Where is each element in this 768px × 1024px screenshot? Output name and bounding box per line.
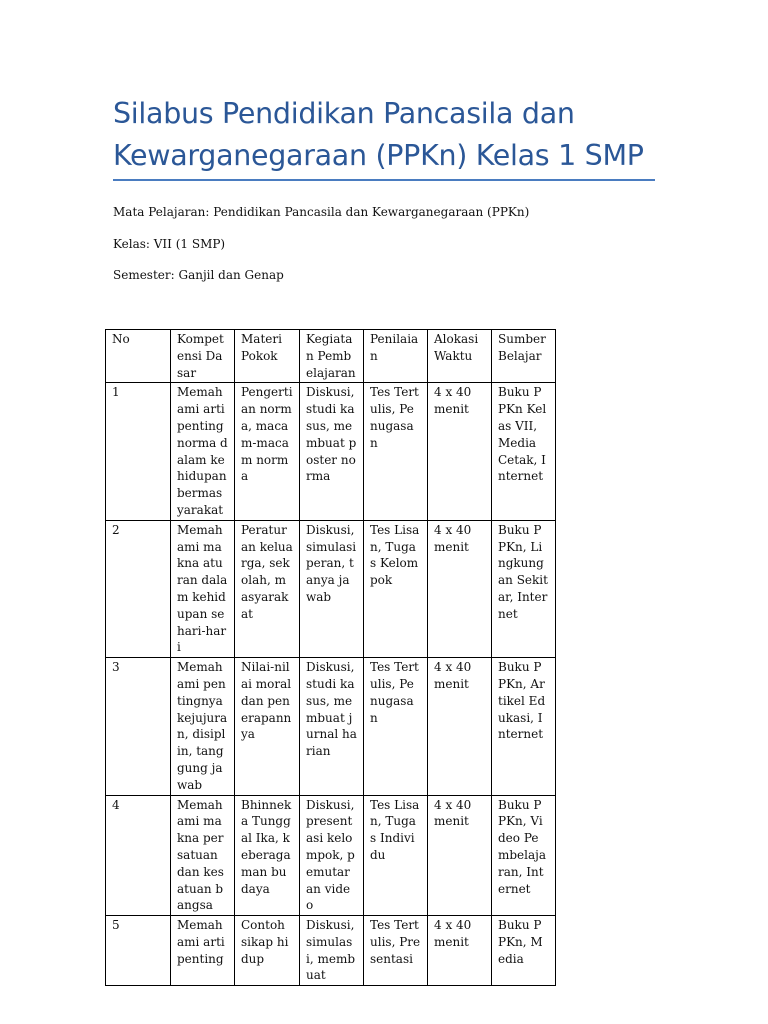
cell-materi: Bhinneka Tunggal Ika, keberagaman budaya: [235, 795, 300, 916]
class-line: Kelas: VII (1 SMP): [113, 237, 226, 251]
cell-penilaian: Tes Lisan, Tugas Individu: [364, 795, 428, 916]
cell-kompetensi: Memahami arti penting norma dalam kehidupan bermasyarakat: [171, 383, 235, 520]
cell-sumber: Buku PPKn, Lingkungan Sekitar, Internet: [492, 520, 556, 657]
header-penilaian: Penilaian: [364, 330, 428, 383]
cell-alokasi: 4 x 40 menit: [428, 383, 492, 520]
cell-kegiatan: Diskusi, studi kasus, membuat poster norma: [300, 383, 364, 520]
cell-sumber: Buku PPKn Kelas VII, Media Cetak, Internet: [492, 383, 556, 520]
header-no: No: [106, 330, 171, 383]
cell-no: 1: [106, 383, 171, 520]
cell-no: 3: [106, 658, 171, 795]
cell-alokasi: 4 x 40 menit: [428, 520, 492, 657]
title-divider: [113, 179, 655, 181]
cell-kegiatan: Diskusi, simulasi peran, tanya jawab: [300, 520, 364, 657]
cell-alokasi: 4 x 40 menit: [428, 795, 492, 916]
cell-kompetensi: Memahami makna aturan dalam kehidupan sehari-hari: [171, 520, 235, 657]
cell-kegiatan: Diskusi, simulasi, membuat: [300, 916, 364, 986]
cell-sumber: Buku PPKn, Artikel Edukasi, Internet: [492, 658, 556, 795]
cell-materi: Pengertian norma, macam-macam norma: [235, 383, 300, 520]
cell-penilaian: Tes Tertulis, Penugasan: [364, 383, 428, 520]
cell-no: 5: [106, 916, 171, 986]
subject-line: Mata Pelajaran: Pendidikan Pancasila dan Kewarganegaraan (PPKn): [113, 205, 530, 219]
header-alokasi-waktu: Alokasi Waktu: [428, 330, 492, 383]
table-row: [106, 795, 556, 916]
table-row: [106, 916, 556, 986]
cell-kompetensi: Memahami arti penting: [171, 916, 235, 986]
header-kegiatan-pembelajaran: Kegiatan Pembelajaran: [300, 330, 364, 383]
cell-kompetensi: Memahami makna persatuan dan kesatuan bangsa: [171, 795, 235, 916]
cell-penilaian: Tes Tertulis, Penugasan: [364, 658, 428, 795]
cell-materi: Contoh sikap hidup: [235, 916, 300, 986]
cell-materi: Peraturan keluarga, sekolah, masyarakat: [235, 520, 300, 657]
header-kompetensi-dasar: Kompetensi Dasar: [171, 330, 235, 383]
cell-penilaian: Tes Tertulis, Presentasi: [364, 916, 428, 986]
semester-line: Semester: Ganjil dan Genap: [113, 268, 284, 282]
header-materi-pokok: Materi Pokok: [235, 330, 300, 383]
document-title: Silabus Pendidikan Pancasila dan Kewarganegaraan (PPKn) Kelas 1 SMP: [113, 97, 644, 172]
table-row: [106, 383, 556, 520]
cell-no: 2: [106, 520, 171, 657]
header-sumber-belajar: Sumber Belajar: [492, 330, 556, 383]
cell-sumber: Buku PPKn, Media: [492, 916, 556, 986]
cell-sumber: Buku PPKn, Video Pembelajaran, Internet: [492, 795, 556, 916]
cell-kegiatan: Diskusi, presentasi kelompok, pemutaran video: [300, 795, 364, 916]
cell-kompetensi: Memahami pentingnya kejujuran, disiplin, tanggung jawab: [171, 658, 235, 795]
table-row: [106, 658, 556, 795]
cell-penilaian: Tes Lisan, Tugas Kelompok: [364, 520, 428, 657]
table-row: [106, 520, 556, 657]
table-header-row: [106, 330, 556, 383]
cell-no: 4: [106, 795, 171, 916]
cell-materi: Nilai-nilai moral dan penerapannya: [235, 658, 300, 795]
syllabus-table: [105, 329, 556, 986]
cell-alokasi: 4 x 40 menit: [428, 916, 492, 986]
cell-alokasi: 4 x 40 menit: [428, 658, 492, 795]
cell-kegiatan: Diskusi, studi kasus, membuat jurnal harian: [300, 658, 364, 795]
